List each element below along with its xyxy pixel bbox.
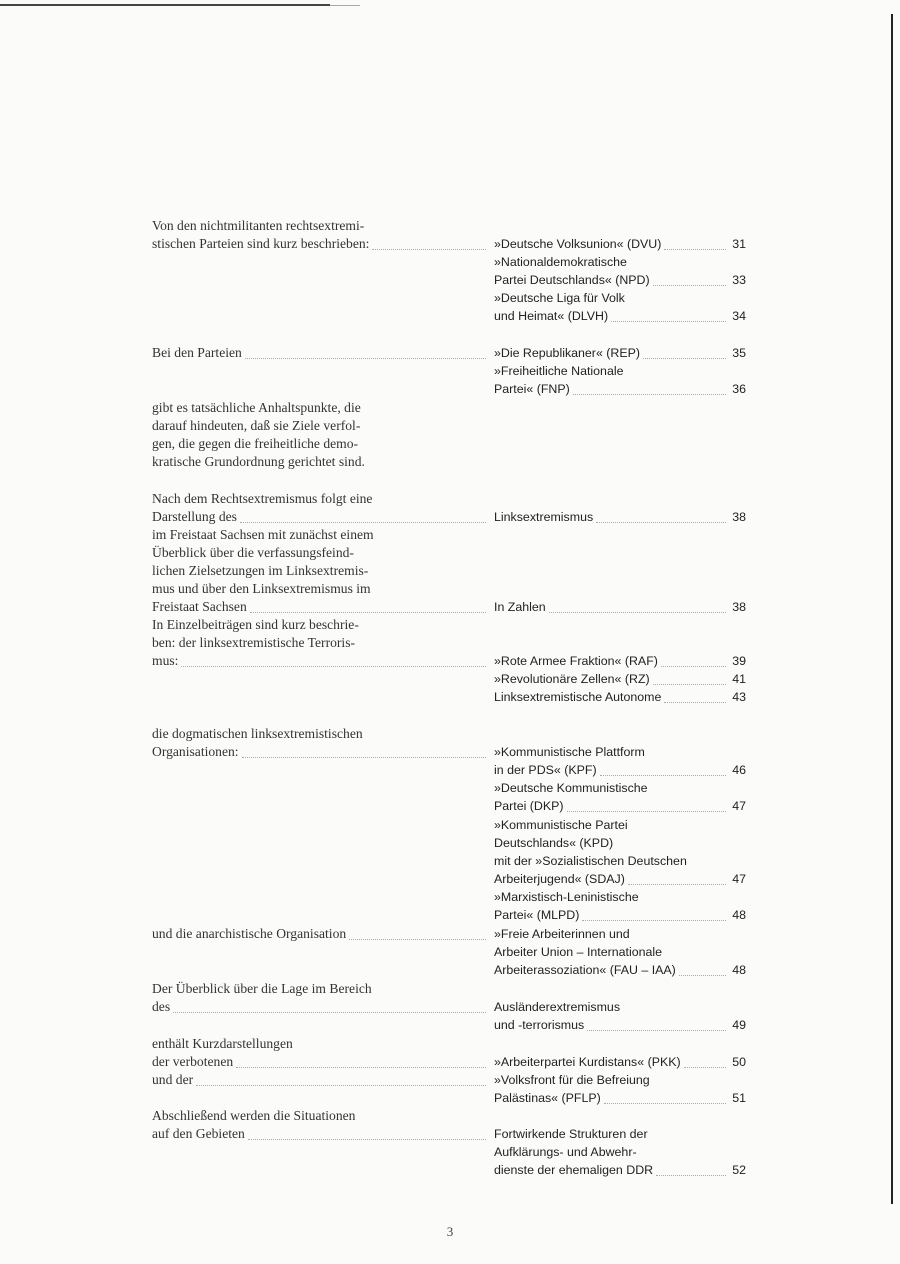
dot-leader: [549, 611, 726, 613]
dot-leader: [181, 665, 486, 667]
left-text-line: im Freistaat Sachsen mit zunächst einem: [152, 527, 374, 542]
toc-entry: in der PDS« (KPF): [494, 763, 597, 777]
dot-leader: [582, 919, 726, 921]
left-text-line: Der Überblick über die Lage im Bereich: [152, 981, 372, 996]
toc-page-number: 31: [732, 237, 746, 251]
toc-entry: Fortwirkende Strukturen der: [494, 1127, 648, 1141]
toc-entry: Arbeiterassoziation« (FAU – IAA): [494, 963, 676, 977]
left-text-line: mus:: [152, 653, 179, 668]
dot-leader: [372, 248, 486, 250]
toc-entry: »Deutsche Liga für Volk: [494, 291, 625, 305]
left-text-line: und der: [152, 1072, 194, 1087]
dot-leader: [573, 393, 726, 395]
toc-entry: »Rote Armee Fraktion« (RAF): [494, 654, 658, 668]
toc-page-number: 41: [732, 672, 746, 686]
left-text-line: darauf hindeuten, daß sie Ziele verfol-: [152, 418, 361, 433]
left-text-line: Freistaat Sachsen: [152, 599, 247, 614]
toc-page-number: 52: [732, 1163, 746, 1177]
toc-entry: Arbeiter Union – Internationale: [494, 945, 663, 959]
left-text-line: lichen Zielsetzungen im Linksextremis-: [152, 563, 369, 578]
toc-entry: »Freie Arbeiterinnen und: [494, 927, 630, 941]
dot-leader: [240, 521, 486, 523]
toc-entry: Ausländerextremismus: [494, 1000, 621, 1014]
left-text-line: die dogmatischen linksextremistischen: [152, 726, 363, 741]
toc-entry: dienste der ehemaligen DDR: [494, 1163, 654, 1177]
toc-page-number: 34: [732, 309, 746, 323]
dot-leader: [653, 683, 726, 685]
toc-entry: Partei« (FNP): [494, 382, 570, 396]
dot-leader: [664, 248, 726, 250]
dot-leader: [567, 810, 726, 812]
dot-leader: [656, 1174, 726, 1176]
toc-page-number: 49: [732, 1018, 746, 1032]
toc-entry: »Arbeiterpartei Kurdistans« (PKK): [494, 1055, 681, 1069]
toc-page-number: 48: [732, 908, 746, 922]
dot-leader: [242, 756, 486, 758]
dot-leader: [248, 1138, 486, 1140]
toc-entry: Partei (DKP): [494, 799, 564, 813]
toc-entry: In Zahlen: [494, 600, 546, 614]
toc-entry: »Revolutionäre Zellen« (RZ): [494, 672, 650, 686]
toc-entry: Deutschlands« (KPD): [494, 836, 614, 850]
left-text-line: kratische Grundordnung gerichtet sind.: [152, 454, 365, 469]
toc-entry: und -terrorismus: [494, 1018, 585, 1032]
left-text-line: Darstellung des: [152, 509, 237, 524]
toc-entry: Palästinas« (PFLP): [494, 1091, 601, 1105]
left-text-line: stischen Parteien sind kurz beschrieben:: [152, 236, 370, 251]
toc-page-number: 51: [732, 1091, 746, 1105]
toc-entry: und Heimat« (DLVH): [494, 309, 609, 323]
dot-leader: [628, 883, 726, 885]
left-text-line: gibt es tatsächliche Anhaltspunkte, die: [152, 400, 361, 415]
left-text-line: mus und über den Linksextremismus im: [152, 581, 371, 596]
dot-leader: [664, 701, 726, 703]
left-text-line: Überblick über die verfassungsfeind-: [152, 545, 354, 560]
toc-entry: Linksextremistische Autonome: [494, 690, 662, 704]
toc-entry: »Deutsche Volksunion« (DVU): [494, 237, 662, 251]
toc-entry: mit der »Sozialistischen Deutschen: [494, 854, 687, 868]
toc-page-number: 38: [732, 600, 746, 614]
dot-leader: [236, 1066, 486, 1068]
toc-entry: »Volksfront für die Befreiung: [494, 1073, 650, 1087]
left-text-line: enthält Kurzdarstellungen: [152, 1036, 293, 1051]
toc-page-number: 47: [732, 799, 746, 813]
dot-leader: [653, 284, 726, 286]
left-text-line: und die anarchistische Organisation: [152, 926, 347, 941]
toc-entry: »Kommunistische Plattform: [494, 745, 645, 759]
left-text-line: ben: der linksextremistische Terroris-: [152, 635, 356, 650]
left-text-line: der verbotenen: [152, 1054, 234, 1069]
toc-entry: Partei Deutschlands« (NPD): [494, 273, 650, 287]
left-text-line: auf den Gebieten: [152, 1126, 245, 1141]
left-text-line: des: [152, 999, 171, 1014]
page-number: 3: [446, 1224, 454, 1239]
toc-page-number: 39: [732, 654, 746, 668]
toc-entry: »Kommunistische Partei: [494, 818, 628, 832]
dot-leader: [250, 611, 486, 613]
toc-page-number: 47: [732, 872, 746, 886]
left-text-line: Bei den Parteien: [152, 345, 242, 360]
dot-leader: [661, 665, 726, 667]
toc-page-number: 35: [732, 346, 746, 360]
toc-entry: »Nationaldemokratische: [494, 255, 627, 269]
dot-leader: [587, 1029, 726, 1031]
dot-leader: [611, 320, 726, 322]
toc-page-number: 46: [732, 763, 746, 777]
dot-leader: [245, 357, 486, 359]
dot-leader: [600, 774, 726, 776]
dot-leader: [684, 1066, 726, 1068]
toc-page-number: 33: [732, 273, 746, 287]
dot-leader: [679, 974, 726, 976]
toc-entry: Linksextremismus: [494, 510, 594, 524]
left-text-line: Abschließend werden die Situationen: [152, 1108, 356, 1123]
dot-leader: [643, 357, 726, 359]
toc-page-number: 48: [732, 963, 746, 977]
dot-leader: [604, 1102, 726, 1104]
toc-entry: Aufklärungs- und Abwehr-: [494, 1145, 637, 1159]
dot-leader: [173, 1011, 486, 1013]
toc-entry: »Marxistisch-Leninistische: [494, 890, 639, 904]
toc-entry: »Deutsche Kommunistische: [494, 781, 648, 795]
toc-entry: »Freiheitliche Nationale: [494, 364, 624, 378]
dot-leader: [596, 521, 726, 523]
left-text-line: Organisationen:: [152, 744, 239, 759]
toc-page-number: 50: [732, 1055, 746, 1069]
toc-page-number: 38: [732, 510, 746, 524]
left-text-line: In Einzelbeiträgen sind kurz beschrie-: [152, 617, 359, 632]
dot-leader: [196, 1084, 486, 1086]
left-text-line: gen, die gegen die freiheitliche demo-: [152, 436, 359, 451]
toc-page-number: 36: [732, 382, 746, 396]
dot-leader: [349, 938, 486, 940]
left-text-line: Von den nichtmilitanten rechtsextremi-: [152, 218, 365, 233]
toc-entry: Arbeiterjugend« (SDAJ): [494, 872, 625, 886]
toc-entry: Partei« (MLPD): [494, 908, 580, 922]
toc-entry: »Die Republikaner« (REP): [494, 346, 641, 360]
toc-page-number: 43: [732, 690, 746, 704]
left-text-line: Nach dem Rechtsextremismus folgt eine: [152, 491, 373, 506]
